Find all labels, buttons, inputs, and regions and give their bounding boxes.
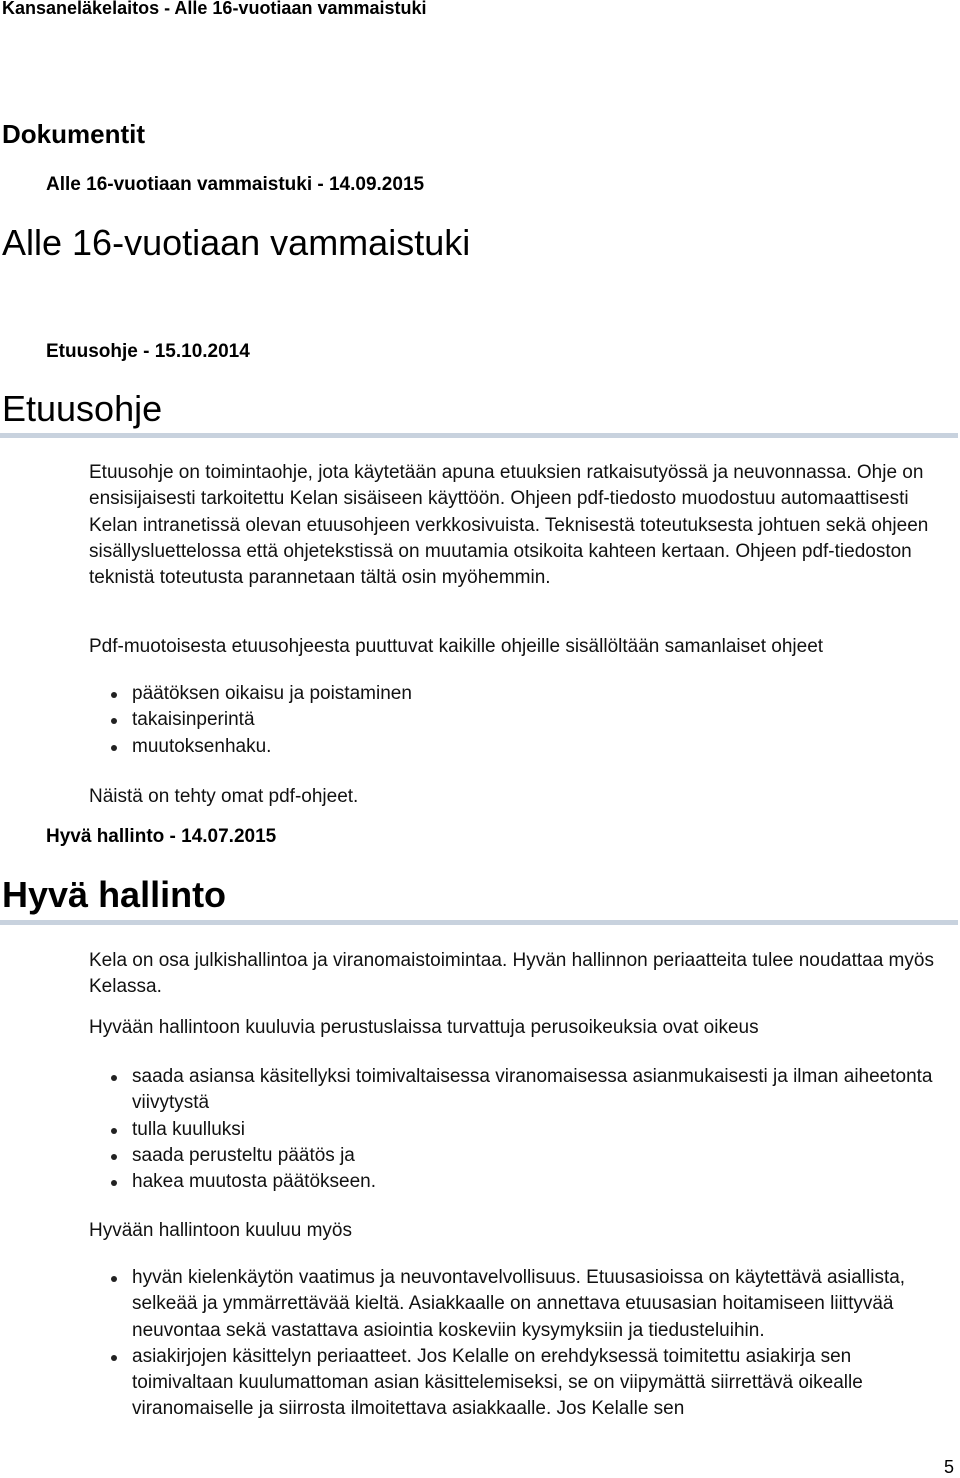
etuusohje-intro xyxy=(89,460,949,591)
list-item: asiakirjojen käsittelyn periaatteet. Jos Kelalle on erehdyksessä toimitettu asiakirja sen toimivaltaan kuulumattoman asian käsittelemiseksi, se on viipymättä siirrettävä oikealle viranomaiselle ja siirrosta ilmoitettava asiakkaalle. Jos Kelalle sen xyxy=(89,1344,949,1423)
document-title-etuusohje: Etuusohje xyxy=(2,388,163,429)
hyva-hallinto-also-text xyxy=(89,1218,949,1244)
list-item: saada perusteltu päätös ja xyxy=(89,1143,949,1169)
list-item: hyvän kielenkäytön vaatimus ja neuvontavelvollisuus. Etuusasioissa on käytettävä asiallista, selkeää ja ymmärrettävää kieltä. Asiakkaalle on annettava etuusasian hoitamiseen liittyvää neuvontaa sekä vastattava asiointia koskeviin kysymyksiin ja tiedusteluihin. xyxy=(89,1265,949,1344)
etuusohje-footer-text xyxy=(89,784,949,810)
document-link-alle16[interactable]: Alle 16-vuotiaan vammaistuki - 14.09.2015 xyxy=(46,174,425,195)
document-title-hyva-hallinto: Hyvä hallinto xyxy=(2,874,227,915)
document-title-alle16: Alle 16-vuotiaan vammaistuki xyxy=(2,222,471,263)
section-divider xyxy=(0,920,958,925)
etuusohje-paragraph: Etuusohje on toimintaohje, jota käytetään apuna etuuksien ratkaisutyössä ja neuvonnassa. Ohje on ensisijaisesti tarkoitettu Kelan sisäiseen käyttöön. Ohjeen pdf-tiedosto muodostuu automaattisesti Kelan intranetissä olevan etuusohjeen verkkosivuista. Teknisestä toteutuksesta johtuen sekä ohjeen sisällysluettelossa että ohjetekstissä on muutamia otsikoita kahteen kertaan. Ohjeen pdf-tiedoston teknistä toteutusta parannetaan tältä osin myöhemmin. xyxy=(89,462,929,589)
hyva-hallinto-paragraph: Hyvään hallintoon kuuluu myös xyxy=(89,1220,352,1241)
etuusohje-bullet-list xyxy=(89,681,949,760)
list-item: takaisinperintä xyxy=(89,707,949,733)
hyva-hallinto-also-list xyxy=(89,1265,949,1423)
page-number: 5 xyxy=(944,1457,955,1477)
hyva-hallinto-rights-list xyxy=(89,1064,949,1195)
documents-heading: Dokumentit xyxy=(2,119,145,149)
list-item: tulla kuulluksi xyxy=(89,1117,949,1143)
hyva-hallinto-paragraph: Hyvään hallintoon kuuluvia perustuslaissa turvattuja perusoikeuksia ovat oikeus xyxy=(89,1017,759,1038)
hyva-hallinto-rights-text xyxy=(89,1015,949,1041)
etuusohje-paragraph: Näistä on tehty omat pdf-ohjeet. xyxy=(89,786,359,807)
document-link-hyva-hallinto[interactable]: Hyvä hallinto - 14.07.2015 xyxy=(46,826,277,847)
section-divider xyxy=(0,433,958,438)
etuusohje-paragraph: Pdf-muotoisesta etuusohjeesta puuttuvat kaikille ohjeille sisällöltään samanlaiset ohjeet xyxy=(89,636,824,657)
list-item: päätöksen oikaisu ja poistaminen xyxy=(89,681,949,707)
list-item: saada asiansa käsitellyksi toimivaltaisessa viranomaisessa asianmukaisesti ja ilman aiheetonta viivytystä xyxy=(89,1064,949,1117)
etuusohje-missing-text xyxy=(89,634,949,660)
hyva-hallinto-intro xyxy=(89,948,949,1001)
hyva-hallinto-paragraph: Kela on osa julkishallintoa ja viranomaistoimintaa. Hyvän hallinnon periaatteita tulee noudattaa myös Kelassa. xyxy=(89,950,934,998)
list-item: muutoksenhaku. xyxy=(89,734,949,760)
page-header-title: Kansaneläkelaitos - Alle 16-vuotiaan vammaistuki xyxy=(2,0,427,18)
document-link-etuusohje[interactable]: Etuusohje - 15.10.2014 xyxy=(46,341,250,362)
list-item: hakea muutosta päätökseen. xyxy=(89,1169,949,1195)
